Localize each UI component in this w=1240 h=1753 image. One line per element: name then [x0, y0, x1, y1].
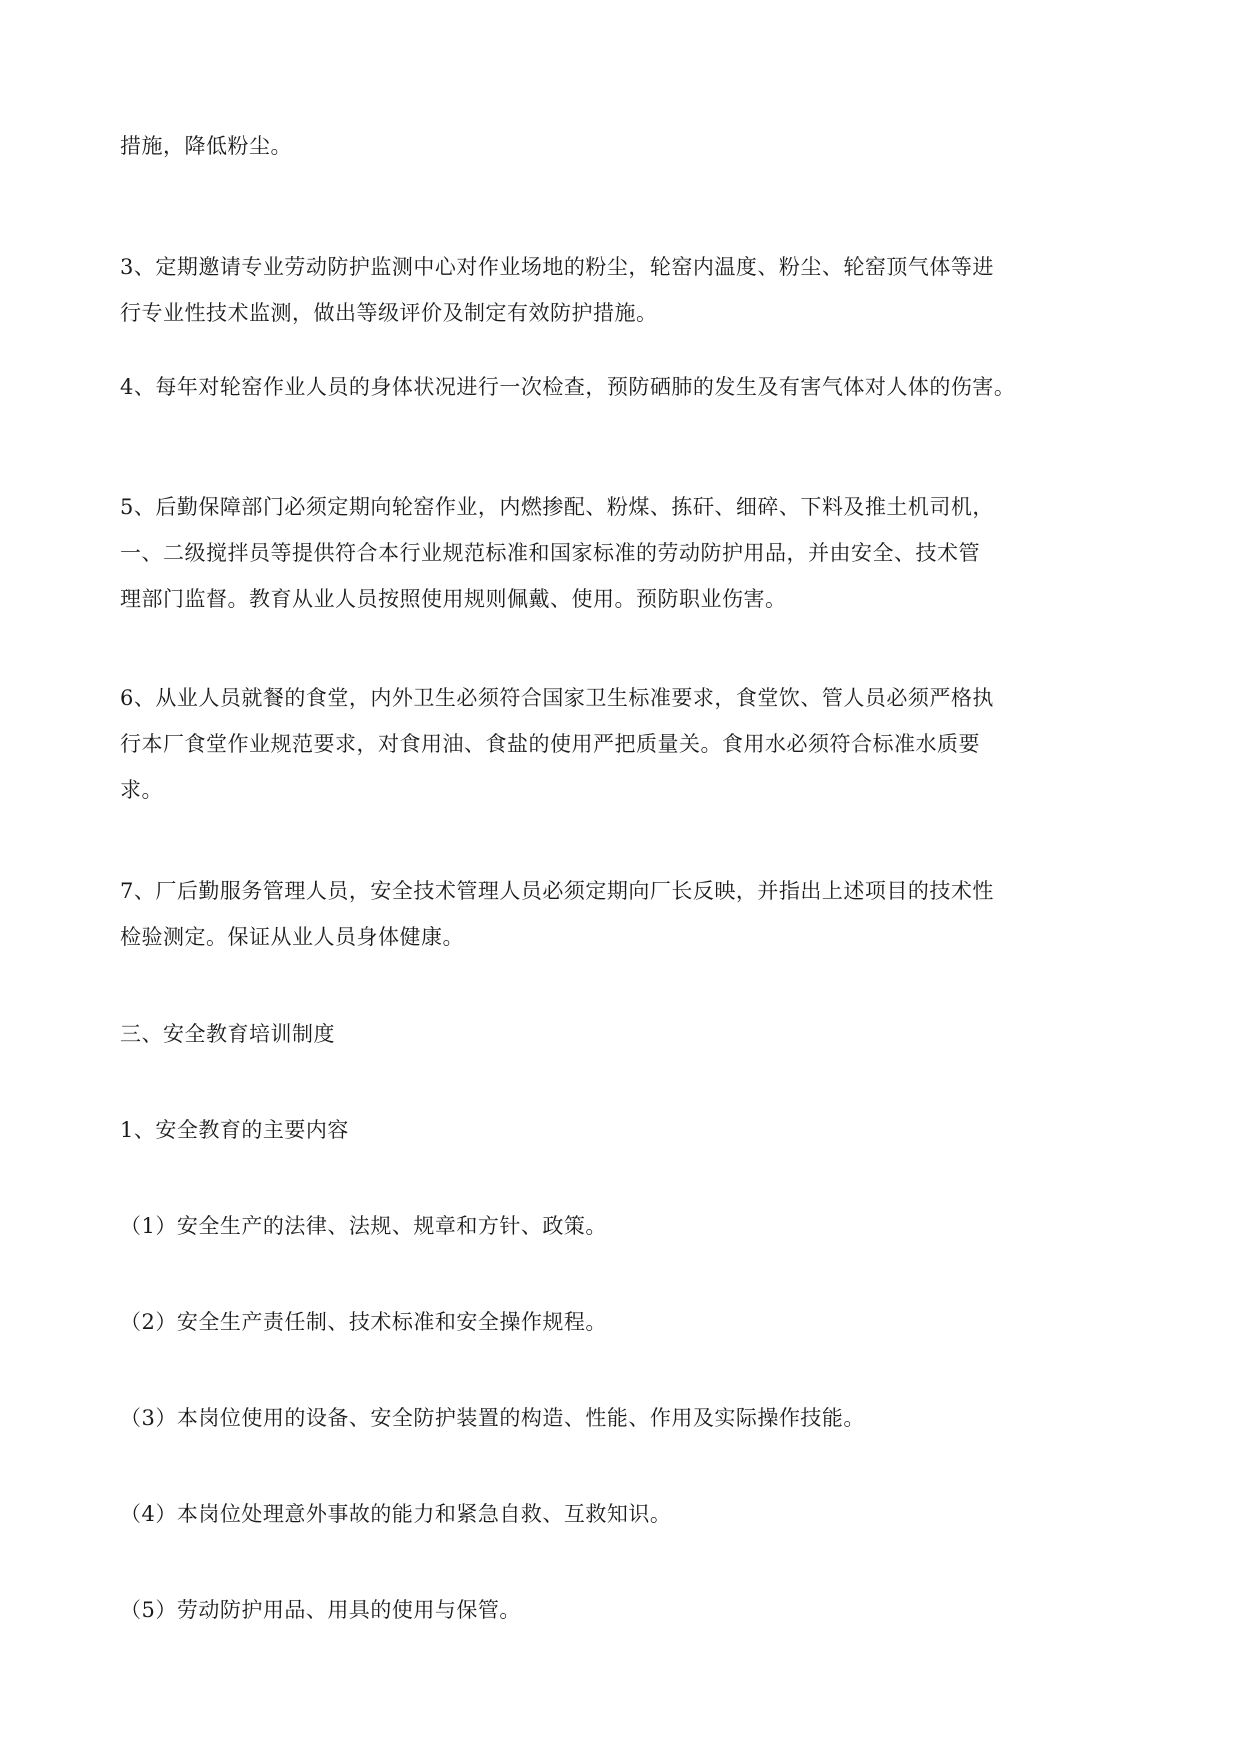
paragraph-item-7-reporting: [120, 868, 1120, 960]
text-line: 措施，降低粉尘。: [120, 134, 292, 158]
text-line: 三、安全教育培训制度: [120, 1022, 335, 1046]
paragraph-item-6-canteen: [120, 675, 1120, 813]
text-line: 7、厂后勤服务管理人员，安全技术管理人员必须定期向厂长反映，并指出上述项目的技术性: [120, 879, 994, 903]
subheading-training-content: [120, 1107, 1120, 1153]
text-line: （5）劳动防护用品、用具的使用与保管。: [120, 1598, 521, 1622]
list-item-2: [120, 1299, 1120, 1345]
text-line: 6、从业人员就餐的食堂，内外卫生必须符合国家卫生标准要求，食堂饮、管人员必须严格执: [120, 686, 994, 710]
text-line: 检验测定。保证从业人员身体健康。: [120, 925, 464, 949]
paragraph-item-5-protective-equipment: [120, 484, 1120, 622]
text-line: （2）安全生产责任制、技术标准和安全操作规程。: [120, 1310, 607, 1334]
text-line: 求。: [120, 778, 163, 802]
text-line: 3、定期邀请专业劳动防护监测中心对作业场地的粉尘，轮窑内温度、粉尘、轮窑顶气体等进: [120, 255, 994, 279]
text-line: （1）安全生产的法律、法规、规章和方针、政策。: [120, 1214, 607, 1238]
text-line: 行本厂食堂作业规范要求，对食用油、食盐的使用严把质量关。食用水必须符合标准水质要: [120, 732, 980, 756]
paragraph-item-4-health-check: [120, 364, 1120, 410]
text-line: （4）本岗位处理意外事故的能力和紧急自救、互救知识。: [120, 1502, 672, 1526]
list-item-4: [120, 1491, 1120, 1537]
paragraph-item-3-monitoring: [120, 244, 1120, 336]
list-item-5: [120, 1587, 1120, 1633]
paragraph-dust-measures-end: [120, 123, 1120, 169]
section-heading-safety-training: [120, 1011, 1120, 1057]
text-line: （3）本岗位使用的设备、安全防护装置的构造、性能、作用及实际操作技能。: [120, 1406, 865, 1430]
text-line: 5、后勤保障部门必须定期向轮窑作业，内燃掺配、粉煤、拣矸、细碎、下料及推土机司机，: [120, 495, 994, 519]
list-item-3: [120, 1395, 1120, 1441]
text-line: 1、安全教育的主要内容: [120, 1118, 349, 1142]
text-line: 理部门监督。教育从业人员按照使用规则佩戴、使用。预防职业伤害。: [120, 587, 787, 611]
text-line: 一、二级搅拌员等提供符合本行业规范标准和国家标准的劳动防护用品，并由安全、技术管: [120, 541, 980, 565]
list-item-1: [120, 1203, 1120, 1249]
text-line: 行专业性技术监测，做出等级评价及制定有效防护措施。: [120, 301, 658, 325]
text-line: 4、每年对轮窑作业人员的身体状况进行一次检查，预防硒肺的发生及有害气体对人体的伤害。: [120, 375, 1016, 399]
